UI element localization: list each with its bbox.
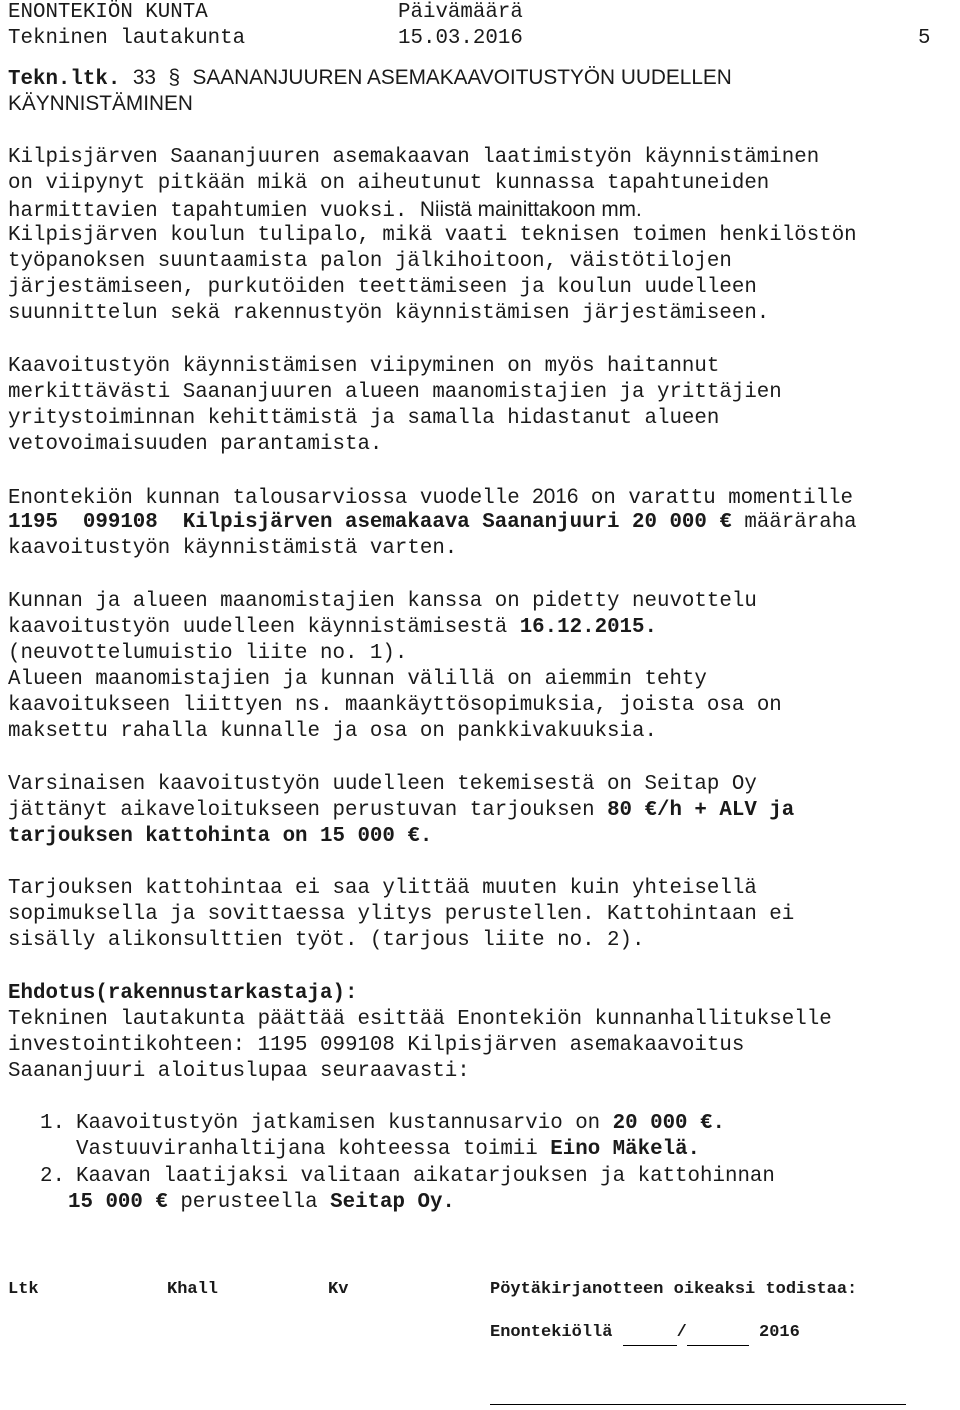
p3-text: on varattu momentille — [590, 487, 854, 510]
list-item — [68, 1190, 455, 1216]
header-date-label: Päivämäärä — [398, 1, 523, 24]
proposal-line: Tekninen lautakunta päättää esittää Enontekiön kunnanhallitukselle — [8, 1008, 832, 1031]
list-item: Kaavan laatijaksi valitaan aikatarjouksen ja kattohinnan — [76, 1165, 775, 1188]
p4-text: kaavoitukseen liittyen ns. — [8, 694, 333, 717]
section-number: 33 — [132, 66, 156, 89]
p4-date: 16.12.2015. — [519, 616, 657, 639]
p6-line: sisälly alikonsulttien työt. (tarjous liite no. 2). — [8, 929, 645, 952]
day-blank — [623, 1327, 677, 1346]
page-number: 5 — [918, 27, 931, 50]
footer-slash: / — [676, 1323, 687, 1342]
p5-line — [8, 798, 794, 824]
header-committee: Tekninen lautakunta — [8, 27, 246, 50]
footer-certify: Pöytäkirjanotteen oikeaksi todistaa: — [490, 1280, 858, 1299]
p1-line: Kilpisjärven koulun tulipalo, mikä vaati teknisen toimen henkilöstön — [8, 224, 857, 247]
p1-line: järjestämiseen, purkutöiden teettämiseen ja koulun uudelleen — [8, 276, 757, 299]
list-item — [76, 1111, 725, 1137]
proposal-heading: Ehdotus(rakennustarkastaja): — [8, 982, 358, 1005]
p1-text: Niistä mainittakoon mm. — [419, 198, 642, 221]
proposal-line: Saananjuuri aloituslupaa seuraavasti: — [8, 1060, 470, 1083]
section-ref: Tekn.ltk. — [8, 68, 121, 91]
p3-line — [8, 484, 853, 512]
p4-line: maksettu rahalla kunnalle ja osa on pankkivakuuksia. — [8, 720, 657, 743]
p4-line — [8, 693, 782, 719]
footer-khall: Khall — [167, 1280, 219, 1299]
footer-ltk: Ltk — [8, 1280, 39, 1299]
p5-line: tarjouksen kattohinta on 15 000 €. — [8, 825, 433, 848]
list-item-text: perusteella — [180, 1191, 318, 1214]
p3-line — [8, 510, 857, 536]
list-item — [76, 1137, 700, 1163]
p1-text: harmittavien tapahtumien vuoksi. — [8, 200, 408, 223]
p5-text: jättänyt aikaveloitukseen perustuvan tarjouksen — [8, 799, 595, 822]
p3-year: 2016 — [532, 485, 579, 508]
list-item-amount: 20 000 €. — [612, 1112, 725, 1135]
list-item-number: 1. — [40, 1112, 65, 1135]
p4-line: Alueen maanomistajien ja kunnan välillä on aiemmin tehty — [8, 668, 707, 691]
p1-line — [8, 197, 642, 225]
p2-line: vetovoimaisuuden parantamista. — [8, 433, 383, 456]
header-org: ENONTEKIÖN KUNTA — [8, 1, 208, 24]
p1-line: Kilpisjärven Saananjuuren asemakaavan laatimistyön käynnistäminen — [8, 146, 820, 169]
section-title-line1: SAANANJUUREN ASEMAKAAVOITUSTYÖN UUDELLEN — [192, 66, 732, 89]
list-item-number: 2. — [40, 1165, 65, 1188]
p4-line — [8, 615, 657, 641]
p1-line: suunnittelun sekä rakennustyön käynnistämisen järjestämiseen. — [8, 302, 770, 325]
p3-text: määräraha — [744, 511, 857, 534]
list-item-text: Kaavoitustyön jatkamisen kustannusarvio on — [76, 1112, 601, 1135]
p6-line: Tarjouksen kattohintaa ei saa ylittää muuten kuin yhteisellä — [8, 877, 757, 900]
p4-line: Kunnan ja alueen maanomistajien kanssa on pidetty neuvottelu — [8, 590, 757, 613]
p5-price: 80 €/h + ALV ja — [607, 799, 795, 822]
p4-text: maankäyttösopimuksia, joista osa on — [344, 694, 782, 717]
footer-year: 2016 — [759, 1323, 800, 1342]
p1-line: on viipynyt pitkään mikä on aiheutunut kunnassa tapahtuneiden — [8, 172, 770, 195]
footer-kv: Kv — [328, 1280, 349, 1299]
section-title — [8, 65, 732, 93]
section-title-line2: KÄYNNISTÄMINEN — [8, 92, 193, 115]
p4-text: kaavoitustyön uudelleen käynnistämisestä — [8, 616, 508, 639]
list-item-text: Vastuuviranhaltijana kohteessa toimii — [76, 1138, 538, 1161]
month-blank — [687, 1327, 749, 1346]
p1-line: työpanoksen suuntaamista palon jälkihoitoon, väistötilojen — [8, 250, 732, 273]
header-date: 15.03.2016 — [398, 27, 523, 50]
p2-line: Kaavoitustyön käynnistämisen viipyminen on myös haitannut — [8, 355, 720, 378]
p3-line: kaavoitustyön käynnistämistä varten. — [8, 537, 458, 560]
p4-line: (neuvottelumuistio liite no. 1). — [8, 642, 408, 665]
list-item-person: Eino Mäkelä. — [550, 1138, 701, 1161]
p2-line: yritystoiminnan kehittämistä ja samalla hidastanut alueen — [8, 407, 720, 430]
footer-date-line — [490, 1320, 800, 1346]
signature-line — [490, 1404, 906, 1405]
p6-line: sopimuksella ja sovittaessa ylitys perustellen. Kattohintaan ei — [8, 903, 795, 926]
list-item-amount: 15 000 € — [68, 1191, 168, 1214]
proposal-line: investointikohteen: 1195 099108 Kilpisjärven asemakaavoitus — [8, 1034, 745, 1057]
section-mark: § — [168, 66, 181, 89]
footer-place: Enontekiöllä — [490, 1323, 613, 1342]
p3-budget-item: 1195 099108 Kilpisjärven asemakaava Saananjuuri 20 000 € — [8, 511, 732, 534]
p5-line: Varsinaisen kaavoitustyön uudelleen tekemisestä on Seitap Oy — [8, 773, 757, 796]
p2-line: merkittävästi Saananjuuren alueen maanomistajien ja yrittäjien — [8, 381, 782, 404]
list-item-company: Seitap Oy. — [330, 1191, 455, 1214]
p3-text: Enontekiön kunnan talousarviossa vuodelle — [8, 487, 520, 510]
